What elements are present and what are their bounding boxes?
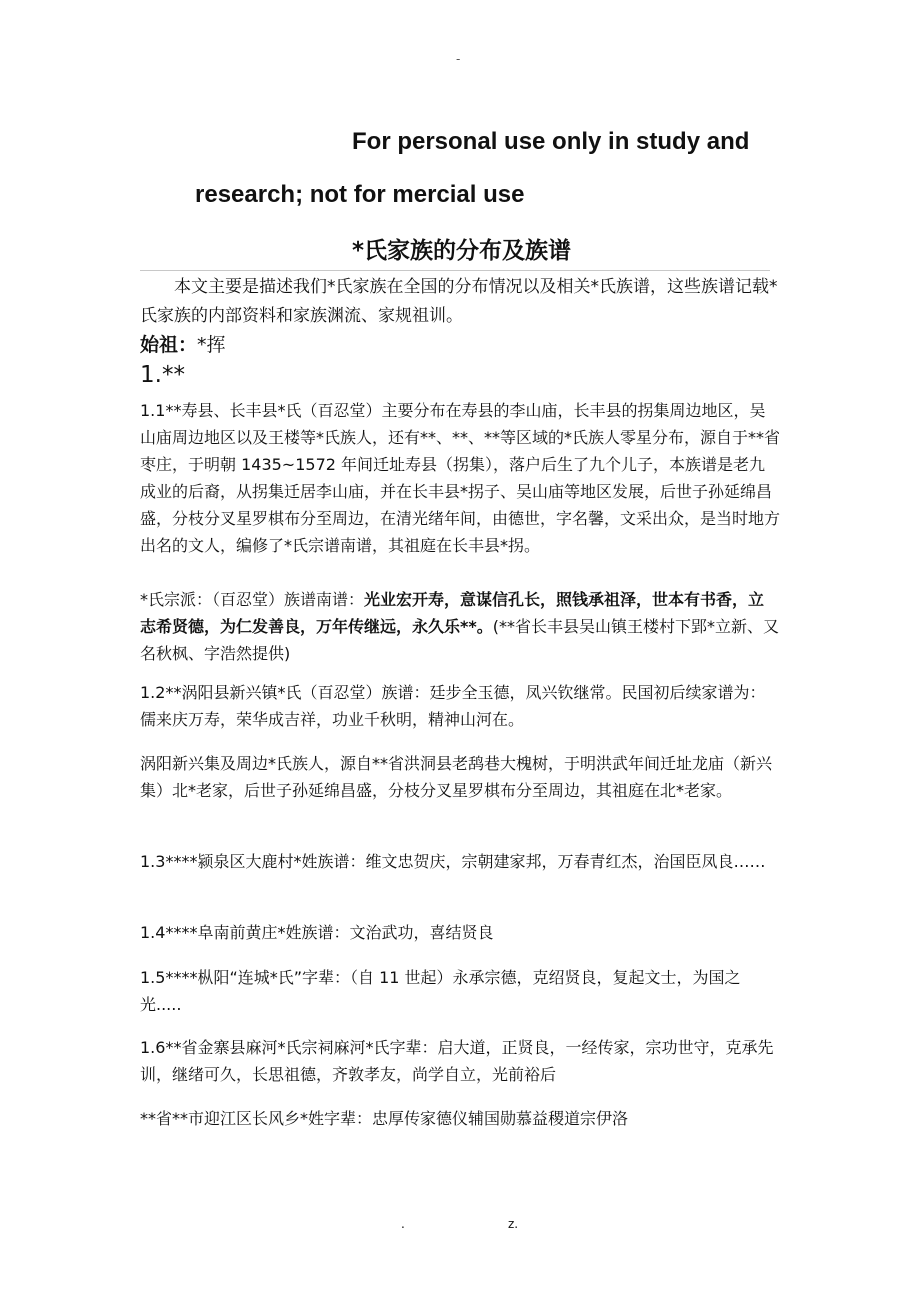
paragraph-1-2: 1.2**涡阳县新兴镇*氏（百忍堂）族谱：廷步全玉德，凤兴钦继常。民国初后续家谱为：儒来庆万寿，荣华成吉祥，功业千秋明，精神山河在。 bbox=[140, 683, 766, 729]
paragraph-1-6: 1.6**省金寨县麻河*氏宗祠麻河*氏字辈：启大道，正贤良，一经传家，宗功世守，克承先训，继绪可久，长思祖德，齐敦孝友，尚学自立，光前裕后 bbox=[140, 1038, 774, 1084]
zongpai-paragraph bbox=[140, 586, 780, 667]
page-title: *氏家族的分布及族谱 bbox=[352, 238, 572, 264]
changfeng-paragraph: **省**市迎江区长风乡*姓字辈：忠厚传家德仪辅国勋慕益稷道宗伊洛 bbox=[140, 1109, 629, 1128]
zongpai-label: *氏宗派：（百忍堂）族谱南谱： bbox=[140, 590, 365, 609]
zongpai-source: (**省长丰县吴山镇王楼村下郢*立新、又名秋枫、字浩然提供) bbox=[140, 617, 779, 663]
paragraph-1-3: 1.3****颍泉区大鹿村*姓族谱：维文忠贺庆，宗朝建家邦，万春青红杰，治国臣凤良…… bbox=[140, 852, 766, 871]
ancestor-name: *挥 bbox=[197, 334, 226, 356]
paragraph-1-5: 1.5****枞阳“连城*氏”字辈：（自 11 世起）永承宗德，克绍贤良，复起文士，为国之光..... bbox=[140, 968, 741, 1014]
section-heading: 1.** bbox=[140, 362, 185, 388]
header-mark: - bbox=[456, 52, 461, 66]
watermark-line-2: research; not for mercial use bbox=[195, 181, 525, 208]
paragraph-1-4: 1.4****阜南前黄庄*姓族谱：文治武功，喜结贤良 bbox=[140, 923, 494, 942]
ancestor-heading bbox=[140, 330, 226, 357]
title-divider bbox=[140, 270, 770, 271]
paragraph-1-1: 1.1**寿县、长丰县*氏（百忍堂）主要分布在寿县的李山庙，长丰县的拐集周边地区，吴山庙周边地区以及王楼等*氏族人，还有**、**、**等区域的*氏族人零星分布，源自于**省枣庄，于明朝 1435~1572 年间迁址寿县（拐集），落户后生了九个儿子，本族谱是老九成业的后裔，从拐集迁居李山庙，并在长丰县*拐子、吴山庙等地区发展，后世子孙延绵昌盛，分枝分叉星罗棋布分至周边，在清光绪年间，由德世，字名馨，文采出众，是当时地方出名的文人，编修了*氏宗谱南谱，其祖庭在长丰县*拐。 bbox=[140, 401, 781, 555]
zongpai-generation-poem: 光业宏开寿，意谋信孔长，照钱承祖泽，世本有书香，立志希贤德，为仁发善良，万年传继远，永久乐**。 bbox=[140, 590, 765, 636]
intro-paragraph: 本文主要是描述我们*氏家族在全国的分布情况以及相关*氏族谱，这些族谱记载*氏家族的内部资料和家族渊流、家规祖训。 bbox=[140, 277, 778, 326]
ancestor-label: 始祖： bbox=[140, 334, 198, 356]
footer-mark-right: z. bbox=[508, 1217, 519, 1231]
watermark-line-1: For personal use only in study and bbox=[352, 128, 750, 155]
woyang-paragraph: 涡阳新兴集及周边*氏族人，源自**省洪洞县老鸹巷大槐树，于明洪武年间迁址龙庙（新兴集）北*老家，后世子孙延绵昌盛，分枝分叉星罗棋布分至周边，其祖庭在北*老家。 bbox=[140, 754, 773, 800]
footer-mark-left: . bbox=[401, 1217, 405, 1231]
